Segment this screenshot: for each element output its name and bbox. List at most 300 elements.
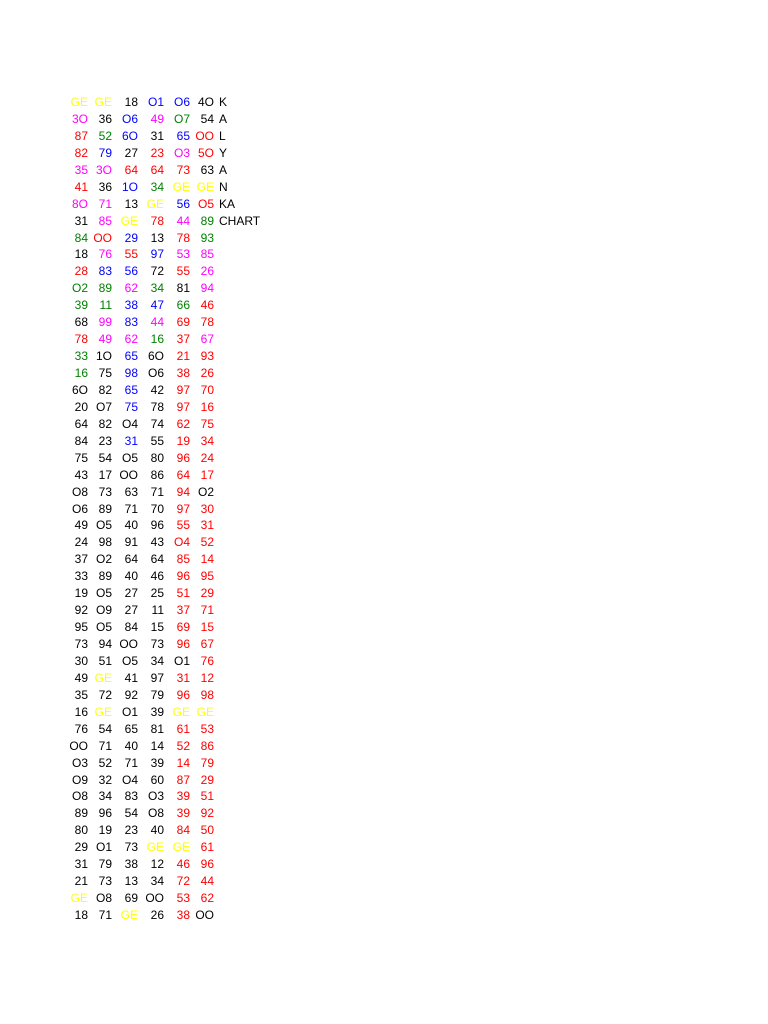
chart-cell: O5 [95, 518, 112, 533]
chart-cell: 20 [74, 399, 88, 414]
chart-cell: 64 [124, 162, 138, 177]
chart-cell: 21 [74, 874, 88, 889]
chart-cell: 97 [150, 247, 164, 262]
chart-cell: 44 [176, 213, 190, 228]
chart-cell: 91 [124, 535, 138, 550]
chart-cell: GE [70, 891, 88, 906]
chart-cell: 96 [176, 637, 190, 651]
chart-cell: 55 [124, 247, 138, 262]
chart-cell: 64 [176, 467, 190, 482]
chart-cell: O6 [121, 111, 138, 126]
chart-cell: 39 [176, 789, 190, 804]
chart-cell: 73 [98, 484, 112, 499]
chart-cell: 86 [150, 467, 164, 482]
row-label: N [219, 179, 228, 194]
chart-cell: 16 [74, 704, 88, 719]
chart-cell: 24 [74, 535, 88, 550]
chart-cell: 41 [124, 670, 138, 685]
chart-cell: 95 [74, 620, 88, 635]
chart-cell: 40 [124, 518, 138, 533]
chart-cell: 53 [200, 721, 214, 736]
chart-cell: 74 [150, 416, 164, 431]
chart-cell: 53 [176, 891, 190, 906]
chart-cell: 97 [150, 670, 164, 685]
chart-cell: GE [172, 704, 190, 719]
chart-cell: 26 [200, 366, 214, 380]
chart-cell: 62 [124, 281, 138, 296]
chart-cell: OO [145, 891, 164, 906]
chart-cell: 97 [176, 382, 190, 397]
chart-cell: 71 [124, 501, 138, 516]
chart-cell: O3 [173, 145, 190, 160]
chart-cell: 43 [150, 535, 164, 550]
chart-cell: 39 [150, 704, 164, 719]
chart-cell: 12 [150, 857, 164, 872]
chart-cell: 92 [200, 806, 214, 821]
chart-cell: 26 [150, 908, 164, 922]
chart-cell: 54 [98, 721, 112, 736]
chart-cell: 97 [176, 399, 190, 414]
chart-cell: 54 [200, 111, 214, 126]
chart-cell: O1 [121, 704, 138, 719]
chart-cell: O5 [121, 653, 138, 668]
chart-cell: 6O [147, 349, 164, 364]
chart-cell: 78 [150, 399, 164, 414]
chart-cell: 29 [200, 586, 214, 601]
chart-cell: 16 [200, 399, 214, 414]
chart-cell: GE [172, 840, 190, 855]
chart-cell: GE [196, 704, 214, 719]
chart-cell: 80 [74, 823, 88, 838]
chart-cell: O9 [95, 603, 112, 618]
chart-cell: OO [195, 128, 214, 143]
chart-cell: 43 [74, 467, 88, 482]
chart-cell: 89 [98, 569, 112, 584]
chart-cell: 71 [200, 603, 214, 618]
chart-cell: 38 [124, 857, 138, 872]
chart-cell: 55 [176, 518, 190, 533]
chart-cell: 65 [124, 721, 138, 736]
chart-cell: 39 [74, 298, 88, 313]
chart-cell: 80 [150, 450, 164, 465]
chart-cell: O6 [147, 366, 164, 380]
chart-cell: 36 [98, 179, 112, 194]
chart-cell: 56 [124, 264, 138, 279]
chart-cell: 18 [74, 908, 88, 922]
chart-cell: 98 [200, 687, 214, 702]
chart-cell: 71 [150, 484, 164, 499]
chart-cell: 70 [150, 501, 164, 516]
chart-cell: 6O [121, 128, 138, 143]
chart-cell: 71 [124, 755, 138, 770]
chart-cell: 35 [74, 687, 88, 702]
chart-cell: 39 [176, 806, 190, 821]
row-label: KA [219, 196, 236, 211]
chart-cell: 87 [74, 128, 88, 143]
chart-cell: 64 [150, 552, 164, 567]
chart-cell: 46 [176, 857, 190, 872]
chart-cell: O6 [71, 501, 88, 516]
chart-cell: 51 [98, 653, 112, 668]
chart-cell: 83 [124, 789, 138, 804]
chart-cell: GE [196, 179, 214, 194]
chart-cell: O5 [95, 586, 112, 601]
chart-cell: 39 [150, 755, 164, 770]
row-label: L [219, 128, 226, 143]
chart-cell: 40 [124, 569, 138, 584]
row-label: K [219, 95, 228, 109]
chart-cell: 29 [74, 840, 88, 855]
chart-cell: 37 [74, 552, 88, 567]
chart-cell: 23 [150, 145, 164, 160]
chart-cell: 65 [176, 128, 190, 143]
chart-cell: 27 [124, 603, 138, 618]
chart-cell: 42 [150, 382, 164, 397]
chart-cell: 14 [200, 552, 214, 567]
chart-cell: 11 [151, 603, 164, 618]
chart-cell: 62 [176, 416, 190, 431]
chart-cell: 64 [124, 552, 138, 567]
chart-cell: 63 [200, 162, 214, 177]
chart-cell: 56 [176, 196, 190, 211]
chart-cell: 36 [98, 111, 112, 126]
chart-cell: GE [146, 196, 164, 211]
chart-cell: O7 [173, 111, 190, 126]
chart-cell: 96 [200, 857, 214, 872]
chart-cell: O6 [173, 95, 190, 109]
chart-cell: 24 [200, 450, 214, 465]
chart-cell: O5 [121, 450, 138, 465]
chart-cell: 38 [176, 366, 190, 380]
chart-cell: 41 [74, 179, 88, 194]
chart-cell: 30 [74, 653, 88, 668]
chart-cell: GE [120, 908, 138, 922]
chart-cell: 75 [124, 399, 138, 414]
chart-cell: 18 [124, 95, 138, 109]
chart-cell: O1 [173, 653, 190, 668]
chart-cell: OO [119, 637, 138, 651]
chart-cell: 93 [200, 349, 214, 364]
chart-cell: 78 [200, 315, 214, 330]
chart-cell: 33 [74, 569, 88, 584]
chart-cell: 30 [200, 501, 214, 516]
chart-cell: 84 [176, 823, 190, 838]
chart-cell: 34 [150, 179, 164, 194]
chart-cell: 54 [124, 806, 138, 821]
chart-cell: 23 [98, 433, 112, 448]
chart-cell: GE [146, 840, 164, 855]
chart-cell: 85 [98, 213, 112, 228]
chart-cell: 95 [200, 569, 214, 584]
chart-cell: 82 [74, 145, 88, 160]
chart-cell: 76 [74, 721, 88, 736]
chart-cell: 49 [150, 111, 164, 126]
chart-cell: 79 [150, 687, 164, 702]
chart-cell: 28 [74, 264, 88, 279]
chart-cell: 37 [176, 603, 190, 618]
chart-cell: 96 [98, 806, 112, 821]
chart-cell: 27 [124, 145, 138, 160]
chart-cell: 49 [74, 670, 88, 685]
chart-cell: O5 [197, 196, 214, 211]
chart-cell: 96 [176, 450, 190, 465]
chart-cell: 23 [124, 823, 138, 838]
chart-cell: 14 [150, 738, 164, 753]
chart-cell: O3 [147, 789, 164, 804]
chart-cell: 72 [98, 687, 112, 702]
chart-cell: 71 [98, 738, 112, 753]
chart-cell: 31 [74, 857, 88, 872]
row-label: Y [219, 145, 228, 160]
chart-cell: 93 [200, 230, 214, 245]
chart-cell: 71 [98, 908, 112, 922]
chart-cell: 84 [74, 433, 88, 448]
chart-cell: 78 [150, 213, 164, 228]
chart-cell: O4 [121, 772, 138, 787]
chart-cell: 62 [200, 891, 214, 906]
chart-cell: 29 [124, 230, 138, 245]
chart-cell: 18 [74, 247, 88, 262]
chart-cell: 40 [150, 823, 164, 838]
chart-cell: 31 [176, 670, 190, 685]
chart-cell: 19 [98, 823, 112, 838]
chart-cell: 34 [150, 874, 164, 889]
chart-cell: 33 [74, 349, 88, 364]
chart-cell: 92 [124, 687, 138, 702]
chart-cell: O7 [95, 399, 112, 414]
chart-cell: 76 [200, 653, 214, 668]
chart-cell: O4 [173, 535, 190, 550]
chart-cell: 44 [200, 874, 214, 889]
chart-cell: 31 [74, 213, 88, 228]
chart-cell: OO [195, 908, 214, 922]
chart-cell: 53 [176, 247, 190, 262]
chart-cell: 38 [124, 298, 138, 313]
chart-cell: 94 [98, 637, 112, 651]
chart-cell: 78 [74, 332, 88, 347]
chart-cell: 14 [176, 755, 190, 770]
chart-cell: OO [69, 738, 88, 753]
chart-cell: 5O [197, 145, 214, 160]
chart-cell: 79 [98, 857, 112, 872]
chart-cell: O5 [95, 620, 112, 635]
chart-cell: O1 [95, 840, 112, 855]
chart-cell: 13 [150, 230, 164, 245]
chart-cell: GE [172, 179, 190, 194]
chart-cell: 94 [200, 281, 214, 296]
chart-cell: 52 [176, 738, 190, 753]
chart-cell: 1O [95, 349, 112, 364]
chart-cell: 54 [98, 450, 112, 465]
chart-cell: 75 [200, 416, 214, 431]
chart-cell: 94 [176, 484, 190, 499]
chart-cell: 96 [150, 518, 164, 533]
chart-cell: O2 [95, 552, 112, 567]
chart-cell: O8 [147, 806, 164, 821]
chart-cell: 85 [200, 247, 214, 262]
chart-cell: GE [94, 670, 112, 685]
chart-cell: 31 [200, 518, 214, 533]
chart-cell: 3O [95, 162, 112, 177]
chart-cell: 98 [98, 535, 112, 550]
chart-cell: 16 [74, 366, 88, 380]
chart-cell: 73 [124, 840, 138, 855]
chart-cell: 96 [176, 687, 190, 702]
chart-cell: 40 [124, 738, 138, 753]
chart-cell: 73 [176, 162, 190, 177]
chart-cell: 8O [71, 196, 88, 211]
chart-cell: 31 [150, 128, 164, 143]
chart-cell: 73 [98, 874, 112, 889]
chart-cell: 84 [74, 230, 88, 245]
chart-cell: 15 [150, 620, 164, 635]
chart-cell: 17 [98, 467, 112, 482]
chart-cell: OO [93, 230, 112, 245]
chart-cell: 73 [150, 637, 164, 651]
chart-cell: 67 [200, 332, 214, 347]
chart-cell: 68 [74, 315, 88, 330]
chart-cell: O1 [147, 95, 164, 109]
chart-cell: 34 [150, 281, 164, 296]
chart-cell: 63 [124, 484, 138, 499]
chart-cell: 71 [98, 196, 112, 211]
chart-cell: O4 [121, 416, 138, 431]
chart-cell: 38 [176, 908, 190, 922]
chart-cell: 47 [150, 298, 164, 313]
chart-cell: 60 [150, 772, 164, 787]
chart-cell: 70 [200, 382, 214, 397]
chart-cell: 92 [74, 603, 88, 618]
chart-cell: 72 [150, 264, 164, 279]
chart-cell: 81 [176, 281, 190, 296]
chart-cell: 35 [74, 162, 88, 177]
chart-cell: 12 [200, 670, 214, 685]
chart-cell: 89 [74, 806, 88, 821]
chart-cell: 19 [176, 433, 190, 448]
chart-cell: 52 [98, 755, 112, 770]
chart-cell: 99 [98, 315, 112, 330]
chart-cell: 79 [98, 145, 112, 160]
chart-cell: GE [94, 704, 112, 719]
chart-cell: 67 [200, 637, 214, 651]
chart-cell: 69 [176, 315, 190, 330]
chart-cell: 15 [200, 620, 214, 635]
chart-cell: 49 [74, 518, 88, 533]
chart-cell: 82 [98, 382, 112, 397]
chart-cell: O8 [71, 789, 88, 804]
chart-cell: 61 [200, 840, 214, 855]
chart-cell: 73 [74, 637, 88, 651]
chart-cell: 50 [200, 823, 214, 838]
chart-cell: O2 [71, 281, 88, 296]
chart-cell: 51 [176, 586, 190, 601]
chart-cell: 25 [150, 586, 164, 601]
chart-cell: 34 [200, 433, 214, 448]
chart-cell: 82 [98, 416, 112, 431]
chart-cell: 97 [176, 501, 190, 516]
chart-cell: 69 [124, 891, 138, 906]
chart-cell: 83 [98, 264, 112, 279]
chart-cell: GE [120, 213, 138, 228]
chart-cell: O9 [71, 772, 88, 787]
chart-cell: 52 [200, 535, 214, 550]
chart-cell: 29 [200, 772, 214, 787]
chart-cell: GE [70, 95, 88, 109]
chart-cell: 75 [98, 366, 112, 380]
chart-cell: 34 [98, 789, 112, 804]
chart-cell: 34 [150, 653, 164, 668]
chart-cell: 64 [150, 162, 164, 177]
row-label: CHART [219, 213, 261, 228]
chart-cell: 87 [176, 772, 190, 787]
chart-cell: 19 [74, 586, 88, 601]
chart-cell: 75 [74, 450, 88, 465]
chart-cell: GE [94, 95, 112, 109]
chart-cell: 89 [98, 501, 112, 516]
chart-cell: 72 [176, 874, 190, 889]
chart-cell: 44 [150, 315, 164, 330]
chart-cell: O3 [71, 755, 88, 770]
chart-cell: 16 [150, 332, 164, 347]
chart-cell: 89 [98, 281, 112, 296]
chart-cell: 46 [150, 569, 164, 584]
chart-cell: 65 [124, 349, 138, 364]
chart-cell: 86 [200, 738, 214, 753]
chart-cell: 31 [124, 433, 138, 448]
chart-cell: 79 [200, 755, 214, 770]
row-label: A [219, 111, 228, 126]
chart-cell: 3O [71, 111, 88, 126]
chart-cell: 26 [200, 264, 214, 279]
chart-cell: 27 [124, 586, 138, 601]
chart-cell: 11 [99, 298, 112, 313]
chart-cell: 96 [176, 569, 190, 584]
chart-cell: 55 [176, 264, 190, 279]
chart-cell: 69 [176, 620, 190, 635]
chart-cell: 85 [176, 552, 190, 567]
chart-cell: 13 [124, 196, 138, 211]
chart-cell: 37 [176, 332, 190, 347]
chart-cell: 89 [200, 213, 214, 228]
row-label: A [219, 162, 228, 177]
chart-cell: OO [119, 467, 138, 482]
chart-cell: 65 [124, 382, 138, 397]
chart-cell: 64 [74, 416, 88, 431]
chart-cell: 98 [124, 366, 138, 380]
chart-cell: 1O [121, 179, 138, 194]
chart-cell: O2 [197, 484, 214, 499]
chart-cell: 32 [98, 772, 112, 787]
chart-cell: 51 [200, 789, 214, 804]
chart-cell: 21 [176, 349, 190, 364]
chart-cell: 84 [124, 620, 138, 635]
chart-cell: 4O [197, 95, 214, 109]
chart-cell: 76 [98, 247, 112, 262]
chart-cell: 17 [200, 467, 214, 482]
chart-cell: 46 [200, 298, 214, 313]
chart-cell: 78 [176, 230, 190, 245]
chart-cell: 6O [71, 382, 88, 397]
chart-cell: 83 [124, 315, 138, 330]
chart-cell: 55 [150, 433, 164, 448]
chart-cell: 49 [98, 332, 112, 347]
chart-cell: 61 [176, 721, 190, 736]
chart-cell: O8 [95, 891, 112, 906]
chart-cell: O8 [71, 484, 88, 499]
chart-cell: 62 [124, 332, 138, 347]
chart-cell: 81 [150, 721, 164, 736]
chart-cell: 66 [176, 298, 190, 313]
